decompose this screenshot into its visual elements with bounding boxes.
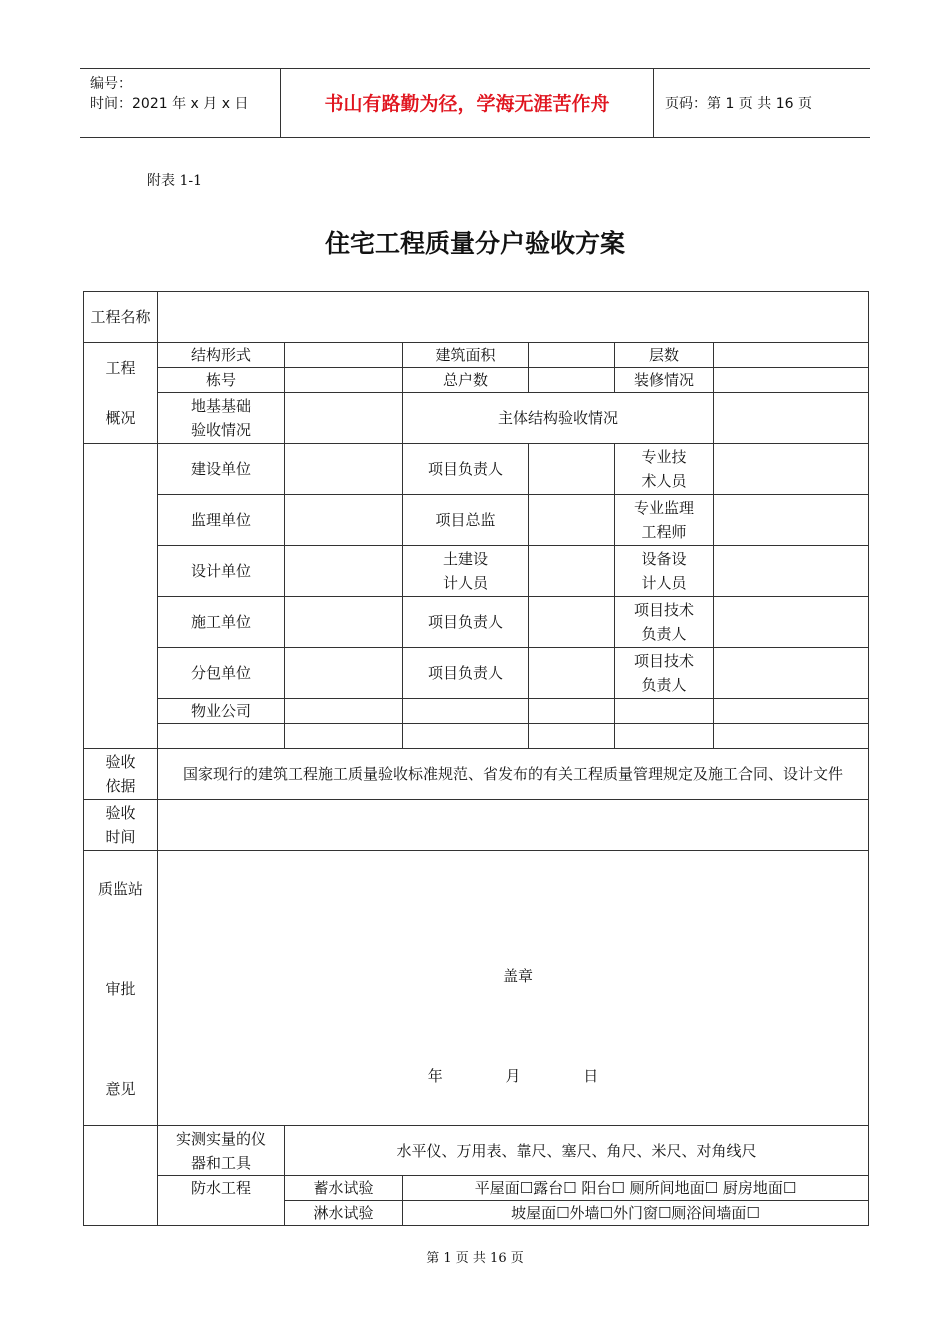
building-area-label: 建筑面积 xyxy=(403,343,529,368)
time-label: 验收 时间 xyxy=(84,800,158,851)
building-no-label: 栋号 xyxy=(158,368,285,393)
party-role-field[interactable] xyxy=(529,546,615,597)
party-unit: 设计单位 xyxy=(158,546,285,597)
property-cell[interactable] xyxy=(403,699,529,724)
party-tech: 专业监理 工程师 xyxy=(615,495,714,546)
building-no-field[interactable] xyxy=(285,368,403,393)
party-tech-field[interactable] xyxy=(714,495,869,546)
acceptance-table xyxy=(83,291,869,1226)
storage-test-label: 蓄水试验 xyxy=(285,1176,403,1201)
party-unit: 建设单位 xyxy=(158,444,285,495)
party-tech-field[interactable] xyxy=(714,597,869,648)
party-unit-field[interactable] xyxy=(285,597,403,648)
decoration-field[interactable] xyxy=(714,368,869,393)
party-role: 土建设 计人员 xyxy=(403,546,529,597)
property-label: 物业公司 xyxy=(158,699,285,724)
foundation-field[interactable] xyxy=(285,393,403,444)
building-area-field[interactable] xyxy=(529,343,615,368)
blank-cell[interactable] xyxy=(158,724,285,749)
foundation-label: 地基基础 验收情况 xyxy=(158,393,285,444)
party-unit-field[interactable] xyxy=(285,444,403,495)
property-cell[interactable] xyxy=(714,699,869,724)
approval-label: 质监站 审批 意见 xyxy=(84,851,158,1126)
blank-cell[interactable] xyxy=(529,724,615,749)
time-label: 时间：2021 年 x 月 x 日 xyxy=(90,96,249,112)
party-tech-field[interactable] xyxy=(714,648,869,699)
tools-value: 水平仪、万用表、靠尺、塞尺、角尺、米尺、对角线尺 xyxy=(285,1126,869,1176)
parties-label-empty xyxy=(84,444,158,749)
party-unit: 施工单位 xyxy=(158,597,285,648)
party-unit: 监理单位 xyxy=(158,495,285,546)
party-role: 项目负责人 xyxy=(403,597,529,648)
decoration-label: 装修情况 xyxy=(615,368,714,393)
party-tech: 项目技术 负责人 xyxy=(615,648,714,699)
property-field[interactable] xyxy=(285,699,403,724)
blank-cell[interactable] xyxy=(285,724,403,749)
party-unit-field[interactable] xyxy=(285,648,403,699)
party-tech: 项目技术 负责人 xyxy=(615,597,714,648)
time-field[interactable] xyxy=(158,800,869,851)
property-cell[interactable] xyxy=(529,699,615,724)
page-header xyxy=(80,68,870,138)
property-cell[interactable] xyxy=(615,699,714,724)
spray-test-label: 淋水试验 xyxy=(285,1201,403,1226)
basis-label: 验收 依据 xyxy=(84,749,158,800)
page-footer: 第 1 页 共 16 页 xyxy=(426,1251,524,1266)
blank-cell[interactable] xyxy=(615,724,714,749)
party-tech-field[interactable] xyxy=(714,444,869,495)
project-name-field[interactable] xyxy=(158,292,869,343)
check-label-empty xyxy=(84,1126,158,1226)
party-role-field[interactable] xyxy=(529,444,615,495)
households-field[interactable] xyxy=(529,368,615,393)
storage-test-items[interactable]: 平屋面☐露台☐ 阳台☐ 厕所间地面☐ 厨房地面☐ xyxy=(403,1176,869,1201)
party-role-field[interactable] xyxy=(529,648,615,699)
header-meta xyxy=(80,69,281,137)
party-role: 项目负责人 xyxy=(403,648,529,699)
approval-field[interactable] xyxy=(158,851,869,1126)
number-label: 编号： xyxy=(90,76,132,92)
party-tech-field[interactable] xyxy=(714,546,869,597)
blank-cell[interactable] xyxy=(714,724,869,749)
structure-form-label: 结构形式 xyxy=(158,343,285,368)
overview-label: 工程 概况 xyxy=(84,343,158,444)
party-tech: 设备设 计人员 xyxy=(615,546,714,597)
party-unit-field[interactable] xyxy=(285,546,403,597)
motto: 书山有路勤为径，学海无涯苦作舟 xyxy=(281,69,654,137)
floors-label: 层数 xyxy=(615,343,714,368)
main-structure-field[interactable] xyxy=(714,393,869,444)
blank-cell[interactable] xyxy=(403,724,529,749)
page-label: 页码：第 1 页 共 16 页 xyxy=(665,96,812,112)
project-name-label: 工程名称 xyxy=(84,292,158,343)
waterproof-label: 防水工程 xyxy=(158,1176,285,1226)
spray-test-items[interactable]: 坡屋面☐外墙☐外门窗☐厕浴间墙面☐ xyxy=(403,1201,869,1226)
structure-form-field[interactable] xyxy=(285,343,403,368)
party-unit-field[interactable] xyxy=(285,495,403,546)
party-unit: 分包单位 xyxy=(158,648,285,699)
seal-label: 盖章 xyxy=(502,967,533,985)
tools-label: 实测实量的仪 器和工具 xyxy=(158,1126,285,1176)
party-role-field[interactable] xyxy=(529,597,615,648)
party-role-field[interactable] xyxy=(529,495,615,546)
attachment-label: 附表 1-1 xyxy=(147,173,202,189)
households-label: 总户数 xyxy=(403,368,529,393)
party-role: 项目总监 xyxy=(403,495,529,546)
main-structure-label: 主体结构验收情况 xyxy=(403,393,714,444)
party-role: 项目负责人 xyxy=(403,444,529,495)
date-line: 年 月 日 xyxy=(427,1067,599,1085)
party-tech: 专业技 术人员 xyxy=(615,444,714,495)
floors-field[interactable] xyxy=(714,343,869,368)
doc-title: 住宅工程质量分户验收方案 xyxy=(324,229,625,258)
basis-text: 国家现行的建筑工程施工质量验收标准规范、省发布的有关工程质量管理规定及施工合同、设计文件 xyxy=(158,749,869,800)
